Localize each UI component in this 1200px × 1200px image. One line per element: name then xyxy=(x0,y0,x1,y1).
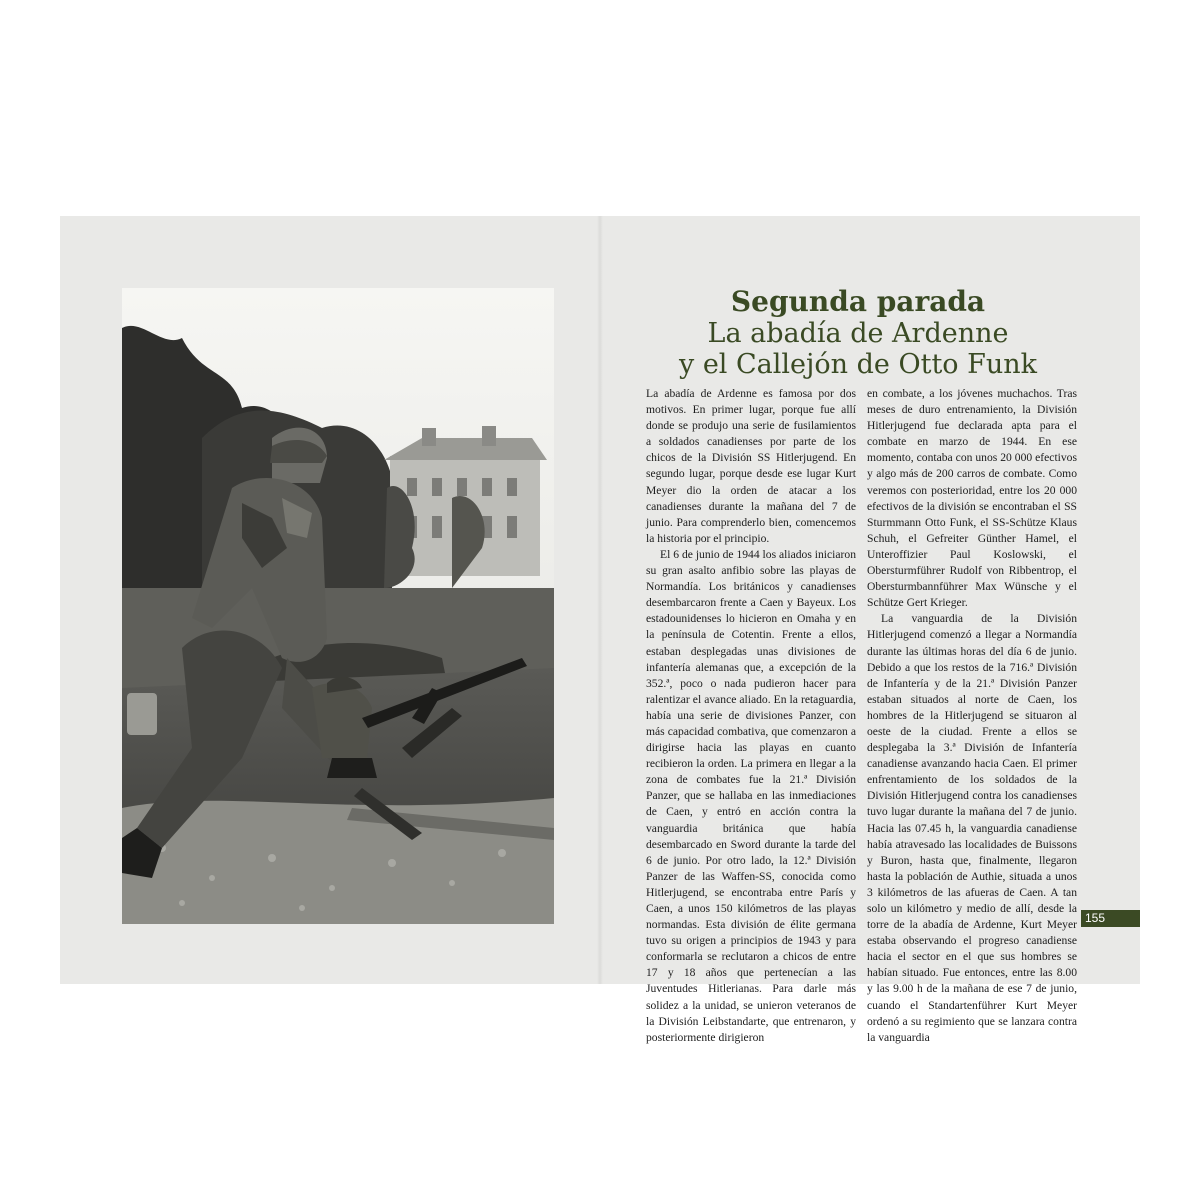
paragraph: La vanguardia de la División Hitlerjugend comenzó a llegar a Normandía durante las últimas horas del día 6 de junio. Debido a que los restos de la 716.ª División de Infantería y de la 21.ª División Panzer estaban situados al norte de Caen, los hombres de la Hitlerjugend se situaron al oeste de la ciudad. Frente a ellos se desplegaba la 3.ª División de Infantería canadiense avanzando hacia Caen. El primer enfrentamiento de los soldados de la División Hitlerjugend contra los canadienses tuvo lugar durante la mañana del 7 de junio. Hacia las 07.45 h, la vanguardia canadiense había atravesado las localidades de Buissons y Buron, hasta que, finalmente, llegaron hasta la población de Authie, situada a unos 3 kilómetros de las afueras de Caen. A tan solo un kilómetro y medio de allí, desde la torre de la abadía de Ardenne, Kurt Meyer estaba observando el progreso canadiense hacia el sector en el que sus hombres se habían situado. Fue entonces, entre las 8.00 y las 9.00 h de la mañana de ese 7 de junio, cuando el Standartenführer Kurt Meyer ordenó a su regimiento que se lanzara contra la vanguardia xyxy=(867,612,1077,1044)
page-gutter xyxy=(597,216,603,984)
book-spread xyxy=(60,216,1140,1044)
paragraph: en combate, a los jóvenes muchachos. Tras meses de duro entrenamiento, la División Hitlerjugend fue declarada apta para el combate en marzo de 1944. En ese momento, contaba con unos 20 000 efectivos y algo más de 200 carros de combate. Como veremos con posterioridad, entre los 20 000 efectivos de la división se encontraban el SS Sturmmann Otto Funk, el SS-Schütze Klaus Schuh, el Gefreiter Günther Hamel, el Unteroffizier Paul Koslowski, el Obersturmführer Rudolf von Ribbentrop, el Obersturmbannführer Max Wünsche y el Schütze Gert Krieger. xyxy=(867,387,1077,610)
paragraph: El 6 de junio de 1944 los aliados iniciaron su gran asalto anfibio sobre las playas de Normandía. Los británicos y canadienses desembarcaron frente a Caen y Bayeux. Los estadounidenses lo hicieron en Omaha y en la península de Cotentin. Frente a ellos, estaban desplegadas unas divisiones de infantería alemanas que, a excepción de la 352.ª, poco o nada pudieron hacer para ralentizar el avance aliado. En la retaguardia, había una serie de divisiones Panzer, con más capacidad combativa, que comenzaron a dirigirse hacia las playas en cuanto recibieron la orden. La primera en llegar a la zona de combates fue la 21.ª División Panzer, que se hallaba en las inmediaciones de Caen, y entró en acción contra la vanguardia británica que había desembarcado en Sword durante la tarde del 6 de junio. Por otro lado, la 12.ª División Panzer de las Waffen-SS, conocida como Hitlerjugend, se encontraba entre París y Caen, a unos 150 kilómetros de las playas normandas. Esta división de élite germana tuvo su origen a principios de 1943 y para conformarla se reclutaron a chicos de entre 17 y 18 años que pertenecían a las Juventudes Hitlerianas. Para darle más solidez a la unidad, se unieron veteranos de la División Leibstandarte, que entrenaron, y posteriormente dirigieron xyxy=(646,547,856,1044)
wwii-soldiers-machine-gun-photo xyxy=(122,288,554,924)
page-number: 155 xyxy=(1081,910,1140,927)
chapter-heading xyxy=(648,286,1068,380)
paragraph: La abadía de Ardenne es famosa por dos motivos. En primer lugar, porque fue allí donde se produjo una serie de fusilamientos a soldados canadienses por parte de los chicos de la División SS Hitlerjugend. En segundo lugar, porque desde ese lugar Kurt Meyer dio la orden de atacar a los canadienses durante la mañana del 7 de junio. Para comprenderlo bien, comencemos la historia por el principio. xyxy=(646,387,856,545)
chapter-title: Segunda parada xyxy=(730,285,986,318)
text-column-1 xyxy=(646,386,856,1046)
chapter-subtitle-line1: La abadía de Ardenne xyxy=(707,318,1009,349)
chapter-subtitle-line2: y el Callejón de Otto Funk xyxy=(678,349,1038,380)
text-column-2 xyxy=(867,386,1077,1046)
